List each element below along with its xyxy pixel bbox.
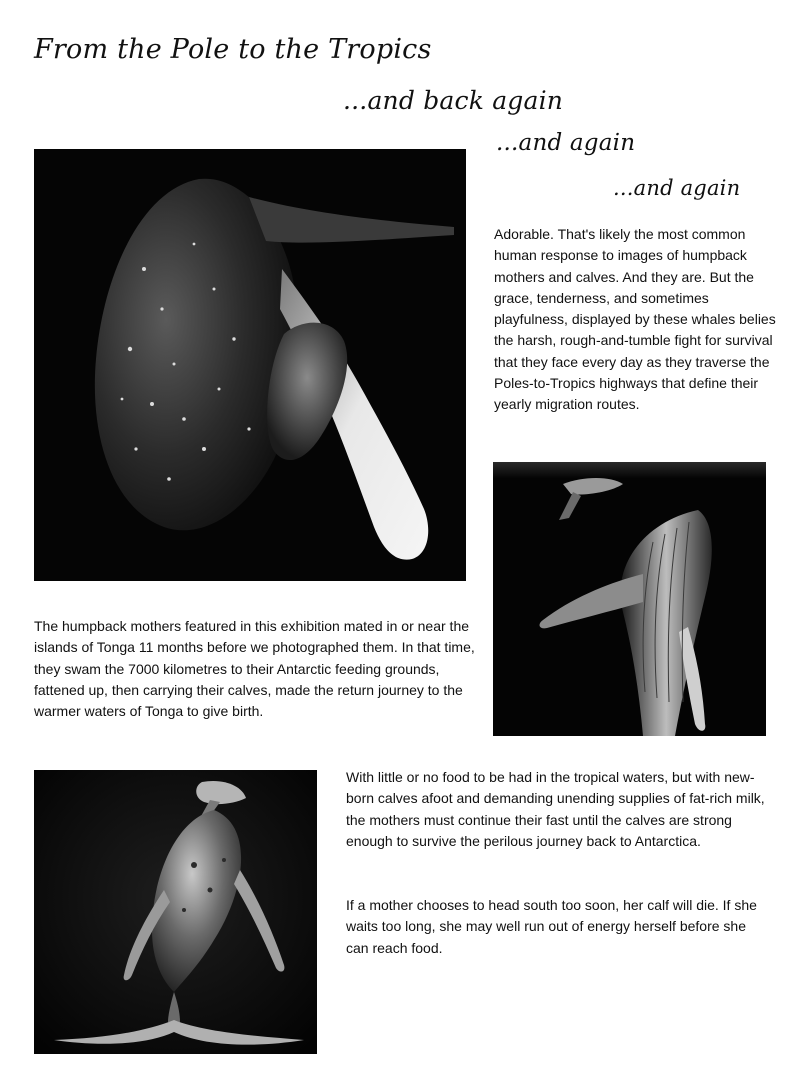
title-line-2: ...and back again <box>343 86 564 115</box>
photo-rising-whale-art <box>493 462 766 736</box>
photo-mother-from-below <box>34 770 317 1054</box>
photo-mother-from-below-art <box>34 770 317 1054</box>
intro-paragraph: Adorable. That's likely the most common human response to images of humpback mothers and calves. And they are. But the grace, tenderness, and sometimes playfulness, displayed by these whales belies the harsh, rough-and-tumble fight for survival that they face every day as they traverse the Poles-to-Tropics highways that define their yearly migration routes. <box>494 226 776 413</box>
migration-paragraph: The humpback mothers featured in this exhibition mated in or near the islands of Tonga 11 months before we photographed them. In that time, they swam the 7000 kilometres to their Antarctic feeding grounds, fattened up, then carrying their calves, made the return journey to the warmer waters of Tonga to give birth. <box>34 618 475 720</box>
title-line-3: ...and again <box>496 130 636 156</box>
title-line-1: From the Pole to the Tropics <box>34 34 432 65</box>
photo-rising-whale <box>493 462 766 736</box>
title-line-4: ...and again <box>613 176 741 200</box>
photo-mother-and-calf <box>34 149 466 581</box>
fasting-paragraph: With little or no food to be had in the tropical waters, but with new-born calves afoot and demanding unending supplies of fat-rich milk, the mothers must continue their fast until the calves are strong enough to survive the perilous journey back to Antarctica. <box>346 769 765 849</box>
photo-mother-and-calf-art <box>34 149 466 581</box>
timing-paragraph: If a mother chooses to head south too soon, her calf will die. If she waits too long, she may well run out of energy herself before she can reach food. <box>346 897 757 956</box>
